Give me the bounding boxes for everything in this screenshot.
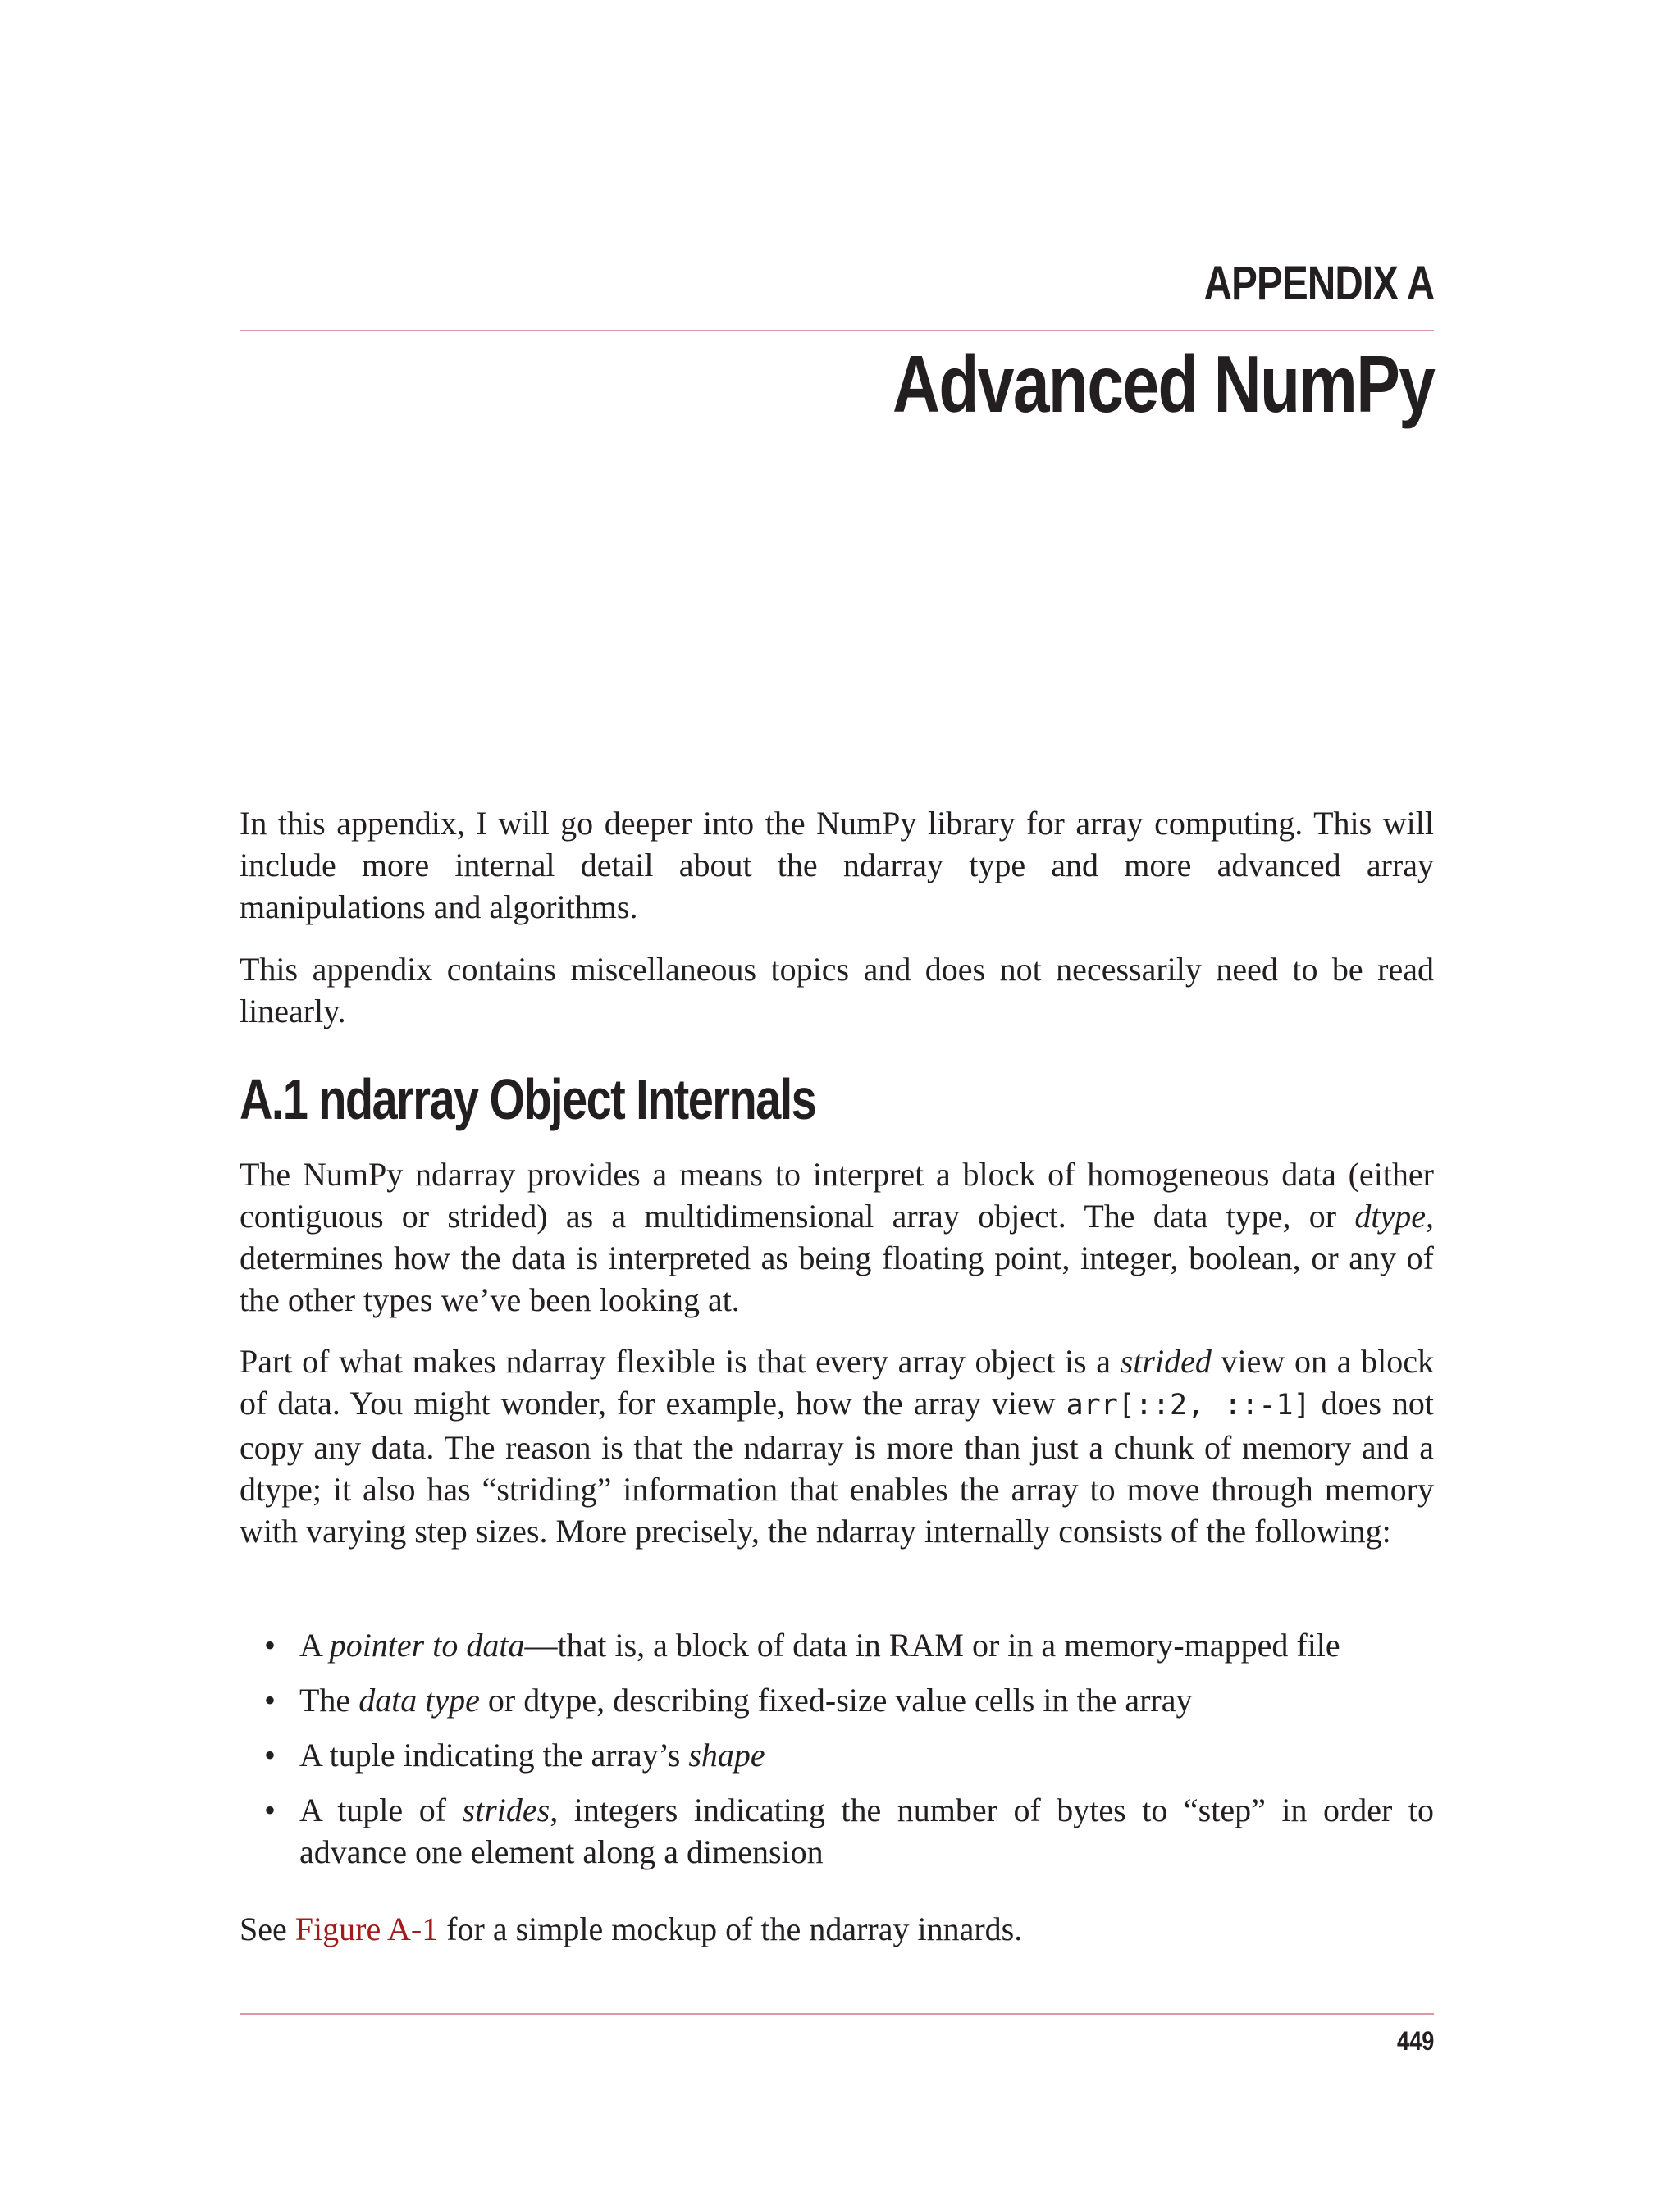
- p4-text-1: Part of what makes ndarray flexible is that every array object is a: [240, 1343, 1121, 1380]
- p3-text-1: The NumPy ndarray provides a means to interpret a block of homogeneous data (either contiguous or strided) as a multidimensional array object. The data type, or: [240, 1156, 1434, 1235]
- p4-text-3: does not copy any data. The reason is that the ndarray is more than just a chunk of memory and a dtype; it also has “striding” information that enables the array to move through memory with varying step sizes. More precisely, the ndarray internally consists of the following:: [240, 1385, 1435, 1550]
- appendix-label: APPENDIX A: [1203, 257, 1434, 310]
- bullet-text-pre: A tuple indicating the array’s: [299, 1737, 689, 1774]
- list-item: [240, 1624, 1434, 1666]
- inline-code: arr[::2, ::-1]: [1066, 1389, 1311, 1422]
- p3-text-2: , determines how the data is interpreted as being floating point, integer, boolean, or any of the other types we’ve been looking at.: [240, 1198, 1434, 1318]
- section-heading: A.1 ndarray Object Internals: [240, 1067, 816, 1131]
- list-item: [240, 1734, 1434, 1776]
- bullet-list: [240, 1624, 1434, 1886]
- section-paragraph-3: [240, 1908, 1434, 1950]
- bullet-icon: •: [264, 1737, 276, 1774]
- bullet-text-pre: The: [299, 1682, 359, 1719]
- footer-rule: [240, 2013, 1434, 2015]
- p5-text-1: See: [240, 1911, 295, 1947]
- bullet-icon: •: [264, 1792, 276, 1828]
- section-paragraph-1: [240, 1153, 1434, 1321]
- bullet-icon: •: [264, 1627, 276, 1664]
- title-rule: [240, 330, 1434, 331]
- bullet-text-post: , integers indicating the number of bytes to “step” in order to advance one element along a dimension: [299, 1792, 1434, 1870]
- bullet-text-pre: A tuple of: [299, 1792, 463, 1828]
- bullet-text-pre: A: [299, 1627, 330, 1664]
- p5-text-2: for a simple mockup of the ndarray innards.: [438, 1911, 1023, 1947]
- bullet-emphasis: strides: [462, 1792, 550, 1828]
- list-item: [240, 1789, 1434, 1873]
- intro-paragraph-1: In this appendix, I will go deeper into the NumPy library for array computing. This will include more internal detail about the ndarray type and more advanced array manipulations and algorithms.: [240, 805, 1434, 925]
- bullet-text-post: —that is, a block of data in RAM or in a memory-mapped file: [524, 1627, 1340, 1664]
- bullet-emphasis: shape: [688, 1737, 765, 1774]
- bullet-emphasis: data type: [358, 1682, 480, 1719]
- chapter-title: Advanced NumPy: [892, 339, 1434, 429]
- intro-paragraph-2: This appendix contains miscellaneous topics and does not necessarily need to be read linearly.: [240, 951, 1434, 1029]
- p4-text-2: view on a block of data. You might wonder, for example, how the array view: [240, 1343, 1434, 1422]
- bullet-emphasis: pointer to data: [329, 1627, 525, 1664]
- section-paragraph-2: [240, 1340, 1434, 1552]
- figure-link[interactable]: Figure A-1: [294, 1911, 439, 1947]
- bullet-text-post: or dtype, describing fixed-size value cells in the array: [479, 1682, 1193, 1719]
- bullet-icon: •: [264, 1682, 276, 1719]
- page-number: 449: [1396, 2026, 1434, 2056]
- p3-emphasis: dtype: [1354, 1198, 1426, 1235]
- list-item: [240, 1679, 1434, 1721]
- p4-emphasis: strided: [1120, 1343, 1212, 1380]
